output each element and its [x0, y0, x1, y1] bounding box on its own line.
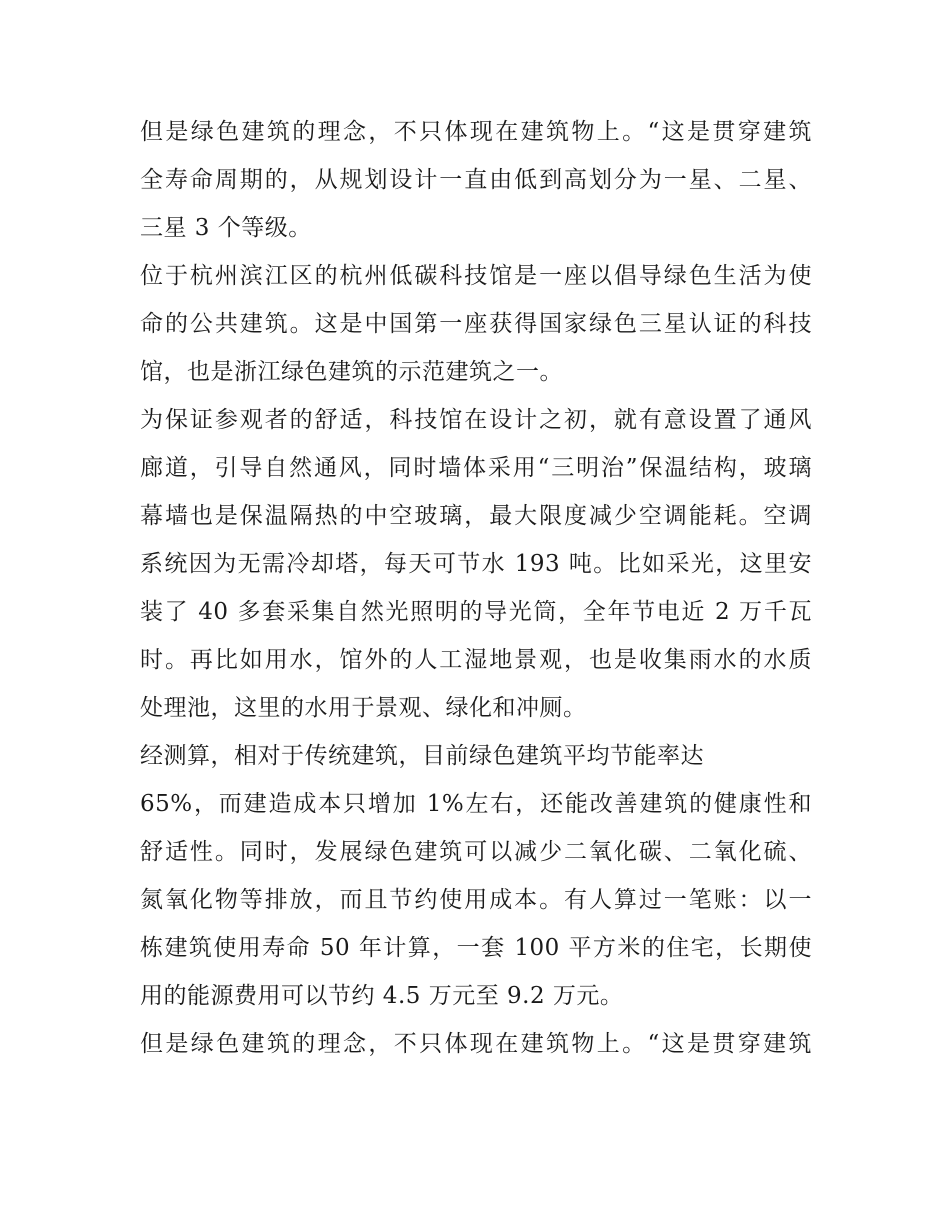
text-line: 幕墙也是保温隔热的中空玻璃，最大限度减少空调能耗。空调: [140, 503, 812, 529]
text-line: 时。再比如用水，馆外的人工湿地景观，也是收集雨水的水质: [140, 647, 812, 673]
paragraph-3: [140, 396, 812, 732]
paragraph-5: [140, 1020, 812, 1068]
text-line: 命的公共建筑。这是中国第一座获得国家绿色三星认证的科技: [140, 311, 812, 337]
text-line: 舒适性。同时，发展绿色建筑可以减少二氧化碳、二氧化硫、: [140, 839, 812, 865]
text-line: 经测算，相对于传统建筑，目前绿色建筑平均节能率达: [140, 743, 704, 769]
text-line: 氮氧化物等排放，而且节约使用成本。有人算过一笔账：以一: [140, 887, 812, 913]
text-line: 馆，也是浙江绿色建筑的示范建筑之一。: [140, 359, 563, 385]
document-body: [140, 108, 812, 1068]
text-line: 全寿命周期的，从规划设计一直由低到高划分为一星、二星、: [140, 167, 812, 193]
text-line: 系统因为无需冷却塔，每天可节水 193 吨。比如采光，这里安: [140, 551, 812, 577]
paragraph-2: [140, 252, 812, 396]
text-line: 装了 40 多套采集自然光照明的导光筒，全年节电近 2 万千瓦: [140, 599, 812, 625]
text-line: 65%，而建造成本只增加 1%左右，还能改善建筑的健康性和: [140, 791, 812, 817]
text-line: 栋建筑使用寿命 50 年计算，一套 100 平方米的住宅，长期使: [140, 935, 812, 961]
text-line: 用的能源费用可以节约 4.5 万元至 9.2 万元。: [140, 983, 624, 1009]
text-line: 处理池，这里的水用于景观、绿化和冲厕。: [140, 695, 587, 721]
text-line: 但是绿色建筑的理念，不只体现在建筑物上。“这是贯穿建筑: [140, 119, 812, 145]
text-line: 廊道，引导自然通风，同时墙体采用“三明治”保温结构，玻璃: [140, 455, 812, 481]
paragraph-1: [140, 108, 812, 252]
text-line: 为保证参观者的舒适，科技馆在设计之初，就有意设置了通风: [140, 407, 812, 433]
text-line: 三星 3 个等级。: [140, 215, 312, 241]
text-line: 但是绿色建筑的理念，不只体现在建筑物上。“这是贯穿建筑: [140, 1031, 812, 1057]
paragraph-4: [140, 732, 812, 1020]
text-line: 位于杭州滨江区的杭州低碳科技馆是一座以倡导绿色生活为使: [140, 263, 812, 289]
